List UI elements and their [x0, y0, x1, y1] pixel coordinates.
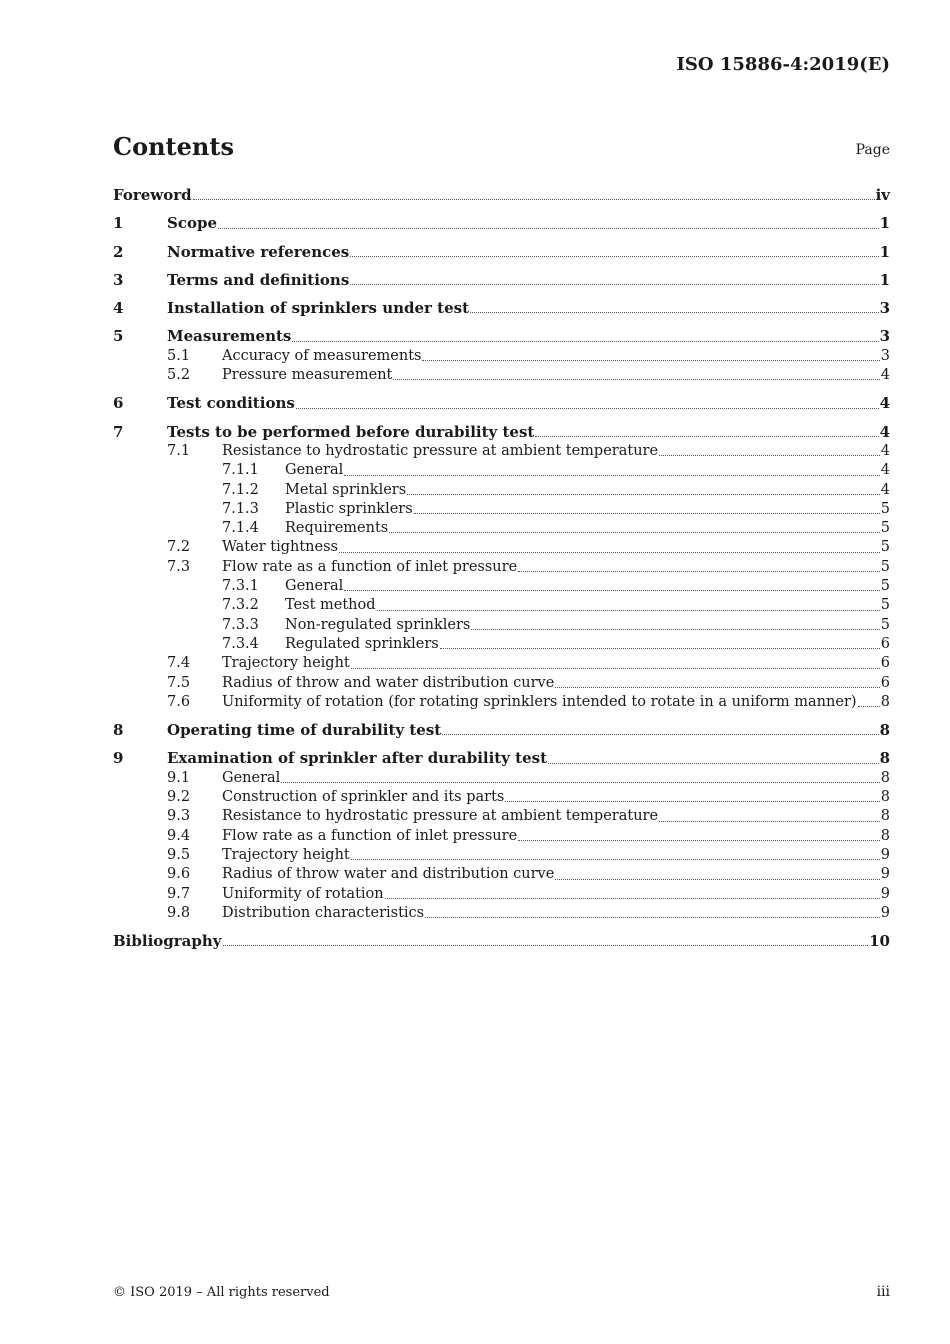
toc-entry-page: 8	[880, 789, 890, 806]
toc-leader-dots	[223, 944, 869, 946]
toc-entry[interactable]	[113, 865, 890, 884]
toc-entry-page: 5	[880, 500, 890, 517]
toc-entry-number: 7.4	[167, 655, 191, 672]
toc-entry-number: 5.1	[167, 347, 191, 364]
toc-entry-number: 7.6	[167, 693, 191, 710]
toc-entry-number: 5	[113, 327, 124, 346]
toc-entry[interactable]	[113, 347, 890, 366]
toc-entry-number: 7.3.1	[222, 578, 259, 595]
toc-entry[interactable]	[113, 186, 890, 205]
toc-leader-dots	[218, 227, 879, 229]
toc-entry[interactable]	[113, 394, 890, 413]
toc-entry-number: 9.6	[167, 866, 191, 883]
toc-leader-dots	[414, 512, 880, 514]
toc-entry-number: 7.3.4	[222, 635, 259, 652]
toc-entry-page: 1	[879, 214, 890, 233]
document-id: ISO 15886-4:2019(E)	[676, 54, 890, 75]
toc-leader-dots	[377, 609, 880, 611]
toc-entry-title: Construction of sprinkler and its parts	[222, 789, 505, 806]
toc-entry-number: 9.3	[167, 808, 191, 825]
toc-entry-title: Accuracy of measurements	[222, 347, 422, 364]
toc-entry-title: Resistance to hydrostatic pressure at ambient temperature	[222, 808, 659, 825]
toc-entry-page: iv	[875, 186, 890, 204]
toc-entry-page: 4	[880, 462, 890, 479]
toc-entry-title: Flow rate as a function of inlet pressure	[222, 827, 518, 844]
table-of-contents	[113, 186, 890, 951]
toc-entry-title: Foreword	[113, 186, 192, 204]
toc-entry-page: 5	[880, 520, 890, 537]
toc-leader-dots	[442, 733, 878, 735]
toc-entry-number: 1	[113, 214, 124, 233]
toc-entry-number: 6	[113, 394, 124, 413]
toc-entry-page: 9	[880, 904, 890, 921]
toc-leader-dots	[344, 589, 879, 591]
toc-entry-number: 5.2	[167, 367, 191, 384]
toc-entry[interactable]	[113, 769, 890, 788]
toc-leader-dots	[339, 551, 880, 553]
toc-entry-title: Requirements	[285, 520, 389, 537]
toc-entry-page: 3	[879, 327, 890, 346]
toc-entry-page: 4	[879, 422, 890, 441]
toc-entry[interactable]	[113, 904, 890, 923]
toc-leader-dots	[193, 198, 875, 200]
toc-entry-title: Measurements	[167, 327, 292, 346]
toc-entry[interactable]	[113, 538, 890, 557]
toc-entry-number: 2	[113, 242, 124, 261]
toc-entry[interactable]	[113, 596, 890, 615]
toc-leader-dots	[351, 858, 880, 860]
toc-entry-title: Examination of sprinkler after durability test	[167, 749, 548, 768]
toc-entry[interactable]	[113, 693, 890, 712]
toc-entry-title: Water tightness	[222, 539, 338, 556]
toc-entry-title: General	[285, 462, 344, 479]
toc-entry[interactable]	[113, 461, 890, 480]
toc-leader-dots	[548, 762, 879, 764]
toc-entry-number: 7.3	[167, 558, 191, 575]
toc-entry-number: 7.1.2	[222, 481, 259, 498]
toc-entry-page: 9	[880, 885, 890, 902]
toc-entry[interactable]	[113, 214, 890, 233]
toc-leader-dots	[659, 454, 880, 456]
toc-entry-page: 4	[880, 367, 890, 384]
toc-entry-page: 4	[880, 481, 890, 498]
toc-entry-number: 7	[113, 422, 124, 441]
toc-entry-page: 8	[879, 749, 890, 768]
toc-entry-page: 8	[880, 808, 890, 825]
toc-entry-number: 9	[113, 749, 124, 768]
toc-entry-page: 8	[880, 769, 890, 786]
toc-leader-dots	[555, 878, 879, 880]
toc-leader-dots	[858, 705, 880, 707]
toc-entry-number: 7.1.4	[222, 520, 259, 537]
toc-leader-dots	[518, 570, 880, 572]
toc-entry-number: 7.5	[167, 674, 191, 691]
toc-entry-page: 4	[880, 442, 890, 459]
toc-entry-title: Tests to be performed before durability test	[167, 422, 535, 441]
footer-page-number: iii	[876, 1284, 890, 1300]
toc-leader-dots	[344, 474, 879, 476]
toc-entry[interactable]	[113, 327, 890, 346]
toc-leader-dots	[470, 311, 879, 313]
toc-entry-number: 8	[113, 721, 124, 740]
toc-entry-number: 9.5	[167, 846, 191, 863]
toc-entry[interactable]	[113, 846, 890, 865]
toc-entry-title: Bibliography	[113, 932, 222, 951]
toc-entry-page: 5	[880, 558, 890, 575]
toc-leader-dots	[385, 897, 880, 899]
toc-entry[interactable]	[113, 674, 890, 693]
toc-entry-title: General	[285, 578, 344, 595]
toc-entry-title: Regulated sprinklers	[285, 635, 439, 652]
toc-entry[interactable]	[113, 577, 890, 596]
toc-entry-title: Pressure measurement	[222, 367, 393, 384]
toc-entry-page: 1	[879, 242, 890, 261]
toc-entry-page: 4	[879, 394, 890, 413]
toc-entry-page: 5	[880, 578, 890, 595]
toc-entry-title: Trajectory height	[222, 655, 350, 672]
toc-entry[interactable]	[113, 558, 890, 577]
toc-entry-page: 5	[880, 597, 890, 614]
toc-entry-number: 9.7	[167, 885, 191, 902]
toc-leader-dots	[425, 916, 880, 918]
toc-entry-title: Test method	[285, 597, 376, 614]
toc-entry-title: Trajectory height	[222, 846, 350, 863]
toc-leader-dots	[471, 628, 879, 630]
toc-entry-title: Installation of sprinklers under test	[167, 299, 470, 318]
toc-entry[interactable]	[113, 423, 890, 442]
toc-entry[interactable]	[113, 932, 890, 951]
toc-entry-number: 9.2	[167, 789, 191, 806]
toc-entry-page: 6	[880, 674, 890, 691]
toc-entry-page: 6	[880, 635, 890, 652]
toc-leader-dots	[292, 340, 878, 342]
toc-entry-page: 9	[880, 846, 890, 863]
toc-entry[interactable]	[113, 749, 890, 768]
toc-entry-page: 8	[880, 827, 890, 844]
toc-entry-title: General	[222, 769, 281, 786]
toc-entry-number: 7.1.3	[222, 500, 259, 517]
toc-entry-title: Resistance to hydrostatic pressure at ambient temperature	[222, 442, 659, 459]
toc-entry-title: Terms and definitions	[167, 270, 350, 289]
toc-entry[interactable]	[113, 635, 890, 654]
toc-entry[interactable]	[113, 442, 890, 461]
toc-entry-page: 8	[880, 693, 890, 710]
toc-leader-dots	[659, 820, 880, 822]
toc-leader-dots	[350, 283, 878, 285]
toc-entry[interactable]	[113, 616, 890, 635]
toc-entry[interactable]	[113, 366, 890, 385]
toc-entry-number: 3	[113, 270, 124, 289]
toc-leader-dots	[440, 647, 880, 649]
toc-entry-number: 9.1	[167, 769, 191, 786]
toc-entry[interactable]	[113, 885, 890, 904]
toc-entry-title: Scope	[167, 214, 218, 233]
toc-entry-number: 9.4	[167, 827, 191, 844]
toc-leader-dots	[350, 255, 878, 257]
toc-entry-title: Normative references	[167, 242, 350, 261]
toc-entry-page: 3	[879, 299, 890, 318]
toc-entry[interactable]	[113, 519, 890, 538]
toc-leader-dots	[422, 359, 879, 361]
toc-entry[interactable]	[113, 721, 890, 740]
toc-entry-title: Test conditions	[167, 394, 295, 413]
toc-entry-title: Uniformity of rotation (for rotating sprinklers intended to rotate in a uniform manner)	[222, 693, 857, 710]
toc-entry-page: 8	[879, 721, 890, 740]
toc-entry-title: Non-regulated sprinklers	[285, 616, 471, 633]
toc-entry-title: Uniformity of rotation	[222, 885, 384, 902]
toc-entry[interactable]	[113, 654, 890, 673]
toc-entry-page: 6	[880, 655, 890, 672]
toc-entry-title: Operating time of durability test	[167, 721, 442, 740]
toc-entry-page: 1	[879, 270, 890, 289]
toc-entry-title: Plastic sprinklers	[285, 500, 413, 517]
toc-entry[interactable]	[113, 299, 890, 318]
toc-entry-number: 9.8	[167, 904, 191, 921]
toc-entry[interactable]	[113, 827, 890, 846]
toc-leader-dots	[389, 531, 880, 533]
toc-leader-dots	[407, 493, 880, 495]
toc-entry-number: 4	[113, 299, 124, 318]
toc-entry-number: 7.3.2	[222, 597, 259, 614]
toc-entry[interactable]	[113, 500, 890, 519]
toc-entry[interactable]	[113, 243, 890, 262]
page-column-label: Page	[855, 142, 890, 158]
toc-entry-page: 10	[869, 932, 890, 951]
toc-entry-title: Flow rate as a function of inlet pressure	[222, 558, 518, 575]
page-title: Contents	[113, 132, 234, 161]
toc-entry-title: Distribution characteristics	[222, 904, 425, 921]
toc-leader-dots	[555, 686, 879, 688]
footer-copyright: © ISO 2019 – All rights reserved	[113, 1285, 330, 1300]
toc-entry-number: 7.3.3	[222, 616, 259, 633]
toc-entry[interactable]	[113, 807, 890, 826]
toc-entry-title: Metal sprinklers	[285, 481, 407, 498]
toc-leader-dots	[281, 781, 879, 783]
toc-entry[interactable]	[113, 271, 890, 290]
toc-leader-dots	[505, 800, 879, 802]
toc-entry-page: 5	[880, 539, 890, 556]
toc-leader-dots	[518, 839, 880, 841]
toc-leader-dots	[351, 667, 880, 669]
toc-entry-page: 9	[880, 866, 890, 883]
toc-entry-number: 7.1.1	[222, 462, 259, 479]
toc-entry[interactable]	[113, 788, 890, 807]
toc-entry-title: Radius of throw water and distribution curve	[222, 866, 555, 883]
toc-entry[interactable]	[113, 481, 890, 500]
toc-entry-page: 5	[880, 616, 890, 633]
toc-entry-number: 7.1	[167, 442, 191, 459]
toc-entry-page: 3	[880, 347, 890, 364]
toc-leader-dots	[393, 378, 879, 380]
toc-entry-title: Radius of throw and water distribution curve	[222, 674, 555, 691]
toc-leader-dots	[296, 407, 879, 409]
toc-leader-dots	[535, 435, 878, 437]
toc-entry-number: 7.2	[167, 539, 191, 556]
